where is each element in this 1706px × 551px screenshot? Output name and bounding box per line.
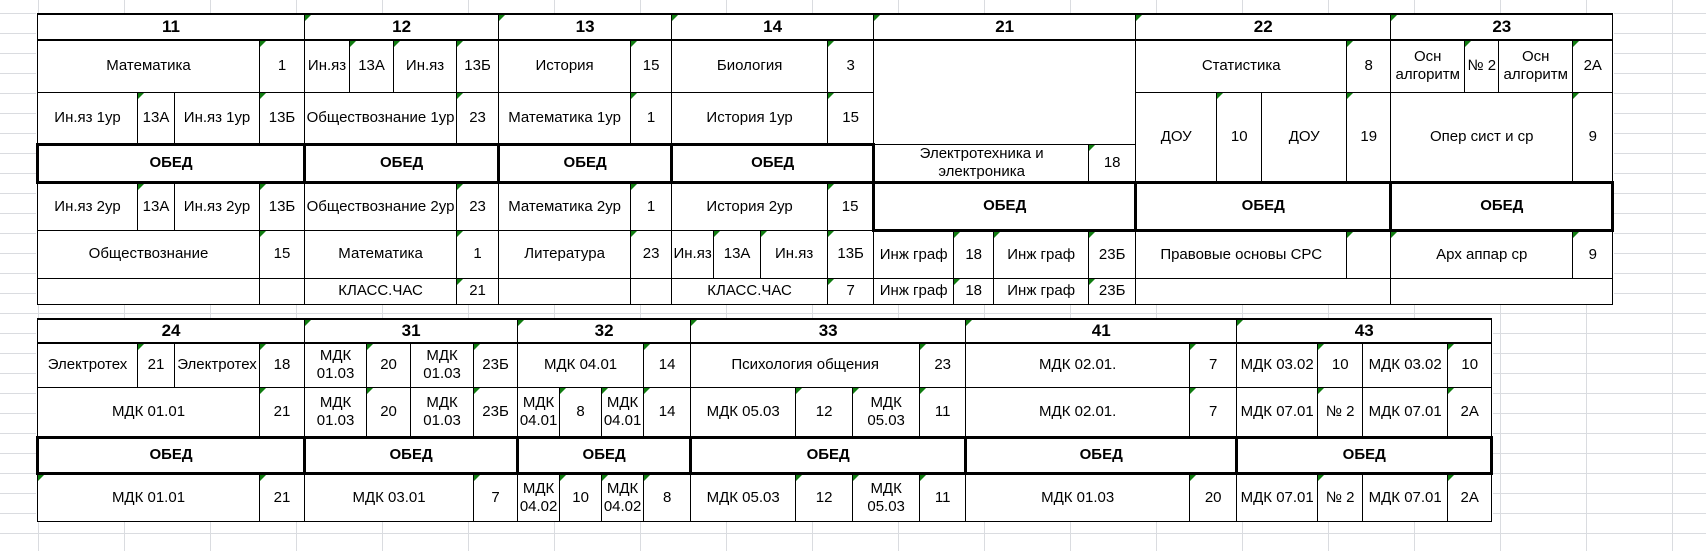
- group-header-cell[interactable]: 43: [1237, 319, 1492, 343]
- subject-cell[interactable]: Правовые основы СРС: [1136, 230, 1347, 278]
- room-cell[interactable]: 2А: [1448, 387, 1492, 437]
- lunch-cell[interactable]: ОБЕД: [499, 144, 672, 182]
- room-cell[interactable]: 13А: [714, 230, 761, 278]
- subject-cell[interactable]: Ин.яз: [394, 40, 457, 92]
- subject-cell[interactable]: КЛАСС.ЧАС: [305, 278, 457, 304]
- empty-cell[interactable]: [874, 40, 1136, 144]
- lunch-cell[interactable]: ОБЕД: [1237, 437, 1492, 473]
- room-cell[interactable]: 10: [1318, 343, 1363, 387]
- room-cell[interactable]: 18: [954, 278, 994, 304]
- subject-cell[interactable]: Инж граф: [874, 278, 954, 304]
- subject-cell[interactable]: Инж граф: [994, 230, 1089, 278]
- t1-row-p3: [38, 182, 1613, 230]
- room-cell[interactable]: 12: [796, 473, 853, 521]
- subject-cell[interactable]: МДК 01.01: [38, 473, 260, 521]
- room-cell[interactable]: 23Б: [1089, 278, 1136, 304]
- room-cell[interactable]: 7: [1190, 343, 1237, 387]
- subject-cell[interactable]: История 1ур: [672, 92, 828, 144]
- room-cell[interactable]: 23: [631, 230, 672, 278]
- room-cell[interactable]: 18: [954, 230, 994, 278]
- lunch-cell[interactable]: ОБЕД: [966, 437, 1237, 473]
- group-header-cell[interactable]: 22: [1136, 14, 1391, 40]
- subject-cell[interactable]: МДК 01.01: [38, 387, 260, 437]
- room-cell[interactable]: 15: [260, 230, 305, 278]
- room-cell[interactable]: 7: [1190, 387, 1237, 437]
- subject-cell[interactable]: Ин.яз: [305, 40, 350, 92]
- group-header-cell[interactable]: 31: [305, 319, 518, 343]
- room-cell[interactable]: 13Б: [457, 40, 499, 92]
- group-header-cell[interactable]: 12: [305, 14, 499, 40]
- lunch-cell[interactable]: ОБЕД: [1391, 182, 1613, 230]
- subject-cell[interactable]: ДОУ: [1136, 92, 1217, 182]
- t1-row-p5: [38, 278, 1613, 304]
- subject-cell[interactable]: Ин.яз 2ур: [175, 182, 260, 230]
- room-cell[interactable]: 14: [644, 343, 691, 387]
- room-cell[interactable]: 2А: [1573, 40, 1613, 92]
- group-header-cell[interactable]: 13: [499, 14, 672, 40]
- t1-row-p1: [38, 40, 1613, 92]
- room-cell[interactable]: 21: [457, 278, 499, 304]
- subject-cell[interactable]: МДК 02.01.: [966, 387, 1190, 437]
- subject-cell[interactable]: Ин.яз 1ур: [38, 92, 138, 144]
- room-cell[interactable]: 13Б: [828, 230, 874, 278]
- room-cell[interactable]: 15: [828, 182, 874, 230]
- subject-cell[interactable]: МДК 05.03: [691, 387, 796, 437]
- empty-cell[interactable]: [499, 278, 631, 304]
- room-cell[interactable]: 19: [1347, 92, 1391, 182]
- room-cell[interactable]: 15: [828, 92, 874, 144]
- room-cell[interactable]: 2А: [1448, 473, 1492, 521]
- lunch-cell[interactable]: ОБЕД: [672, 144, 874, 182]
- lunch-cell[interactable]: ОБЕД: [874, 182, 1136, 230]
- room-cell[interactable]: 20: [367, 343, 411, 387]
- room-cell[interactable]: 10: [1217, 92, 1262, 182]
- subject-cell[interactable]: Обществознание 1ур: [305, 92, 457, 144]
- room-cell[interactable]: 8: [1347, 40, 1391, 92]
- subject-cell[interactable]: Статистика: [1136, 40, 1347, 92]
- subject-cell[interactable]: Осн алгоритм: [1499, 40, 1573, 92]
- subject-cell[interactable]: МДК 01.03: [411, 343, 474, 387]
- empty-cell[interactable]: [38, 278, 260, 304]
- room-cell[interactable]: 20: [1190, 473, 1237, 521]
- room-cell[interactable]: 9: [1573, 92, 1613, 182]
- subject-cell[interactable]: МДК 07.01: [1363, 387, 1448, 437]
- lunch-cell[interactable]: ОБЕД: [518, 437, 691, 473]
- room-cell[interactable]: 13А: [138, 182, 175, 230]
- room-cell[interactable]: 1: [631, 92, 672, 144]
- subject-cell[interactable]: Обществознание: [38, 230, 260, 278]
- group-header-cell[interactable]: 33: [691, 319, 966, 343]
- room-cell[interactable]: 8: [644, 473, 691, 521]
- room-cell[interactable]: 9: [1573, 230, 1613, 278]
- subject-cell[interactable]: Ин.яз: [761, 230, 828, 278]
- subject-cell[interactable]: Электротехника и электроника: [874, 144, 1089, 182]
- subject-cell[interactable]: МДК 04.02: [602, 473, 644, 521]
- lunch-cell[interactable]: ОБЕД: [691, 437, 966, 473]
- room-cell[interactable]: 13Б: [260, 92, 305, 144]
- t1-row-p2: [38, 92, 1613, 144]
- subject-cell[interactable]: МДК 07.01: [1363, 473, 1448, 521]
- group-header-cell[interactable]: 14: [672, 14, 874, 40]
- room-cell[interactable]: 14: [644, 387, 691, 437]
- subject-cell[interactable]: МДК 03.02: [1363, 343, 1448, 387]
- room-cell[interactable]: 23: [457, 182, 499, 230]
- group-header-cell[interactable]: 11: [38, 14, 305, 40]
- subject-cell[interactable]: МДК 01.03: [305, 343, 367, 387]
- subject-cell[interactable]: МДК 05.03: [853, 387, 920, 437]
- subject-cell[interactable]: Биология: [672, 40, 828, 92]
- empty-cell[interactable]: [1391, 278, 1613, 304]
- empty-cell[interactable]: [631, 278, 672, 304]
- room-cell[interactable]: 1: [457, 230, 499, 278]
- group-header-cell[interactable]: 21: [874, 14, 1136, 40]
- room-cell[interactable]: 10: [1448, 343, 1492, 387]
- subject-cell[interactable]: Электротех: [175, 343, 260, 387]
- room-cell[interactable]: 13А: [138, 92, 175, 144]
- subject-cell[interactable]: КЛАСС.ЧАС: [672, 278, 828, 304]
- subject-cell[interactable]: История: [499, 40, 631, 92]
- subject-cell[interactable]: Электротех: [38, 343, 138, 387]
- room-cell[interactable]: 10: [560, 473, 602, 521]
- subject-cell[interactable]: МДК 02.01.: [966, 343, 1190, 387]
- room-cell[interactable]: 23Б: [474, 387, 518, 437]
- subject-cell[interactable]: Арх аппар ср: [1391, 230, 1573, 278]
- room-cell[interactable]: 13А: [350, 40, 394, 92]
- group-header-cell[interactable]: 32: [518, 319, 691, 343]
- subject-cell[interactable]: Психология общения: [691, 343, 920, 387]
- subject-cell[interactable]: МДК 07.01: [1237, 473, 1318, 521]
- room-cell[interactable]: 15: [631, 40, 672, 92]
- t2-row-l1: [38, 437, 1492, 473]
- room-cell[interactable]: 23: [457, 92, 499, 144]
- empty-cell[interactable]: [1347, 230, 1391, 278]
- subject-cell[interactable]: ДОУ: [1262, 92, 1347, 182]
- room-cell[interactable]: 8: [560, 387, 602, 437]
- room-cell[interactable]: № 2: [1318, 387, 1363, 437]
- subject-cell[interactable]: Обществознание 2ур: [305, 182, 457, 230]
- room-cell[interactable]: 18: [1089, 144, 1136, 182]
- room-cell[interactable]: 20: [367, 387, 411, 437]
- schedule-table-bottom: [36, 318, 1493, 522]
- room-cell[interactable]: 1: [260, 40, 305, 92]
- t1-row-p4: [38, 230, 1613, 278]
- subject-cell[interactable]: МДК 04.01: [518, 387, 560, 437]
- subject-cell[interactable]: Литература: [499, 230, 631, 278]
- subject-cell[interactable]: МДК 01.03: [305, 387, 367, 437]
- t2-row-p3: [38, 473, 1492, 521]
- t2-row-p2: [38, 387, 1492, 437]
- empty-cell[interactable]: [1136, 278, 1391, 304]
- room-cell[interactable]: 7: [828, 278, 874, 304]
- subject-cell[interactable]: Инж граф: [874, 230, 954, 278]
- subject-cell[interactable]: МДК 05.03: [853, 473, 920, 521]
- lunch-cell[interactable]: ОБЕД: [1136, 182, 1391, 230]
- subject-cell[interactable]: МДК 04.01: [602, 387, 644, 437]
- subject-cell[interactable]: Ин.яз 1ур: [175, 92, 260, 144]
- room-cell[interactable]: 11: [920, 387, 966, 437]
- subject-cell[interactable]: МДК 04.01: [518, 343, 644, 387]
- schedule-table-top: [36, 13, 1614, 305]
- subject-cell[interactable]: Математика 1ур: [499, 92, 631, 144]
- room-cell[interactable]: 21: [260, 473, 305, 521]
- lunch-cell[interactable]: ОБЕД: [305, 144, 499, 182]
- room-cell[interactable]: № 2: [1465, 40, 1499, 92]
- room-cell[interactable]: 1: [631, 182, 672, 230]
- subject-cell[interactable]: Математика: [305, 230, 457, 278]
- subject-cell[interactable]: МДК 03.01: [305, 473, 474, 521]
- subject-cell[interactable]: МДК 03.02: [1237, 343, 1318, 387]
- room-cell[interactable]: 18: [260, 343, 305, 387]
- t2-row-hdr: [38, 319, 1492, 343]
- room-cell[interactable]: 23Б: [474, 343, 518, 387]
- room-cell[interactable]: № 2: [1318, 473, 1363, 521]
- subject-cell[interactable]: МДК 01.03: [966, 473, 1190, 521]
- group-header-cell[interactable]: 41: [966, 319, 1237, 343]
- group-header-cell[interactable]: 24: [38, 319, 305, 343]
- subject-cell[interactable]: Опер сист и ср: [1391, 92, 1573, 182]
- room-cell[interactable]: 21: [138, 343, 175, 387]
- room-cell[interactable]: 13Б: [260, 182, 305, 230]
- subject-cell[interactable]: Математика 2ур: [499, 182, 631, 230]
- subject-cell[interactable]: Ин.яз 2ур: [38, 182, 138, 230]
- subject-cell[interactable]: Инж граф: [994, 278, 1089, 304]
- subject-cell[interactable]: Математика: [38, 40, 260, 92]
- subject-cell[interactable]: Ин.яз: [672, 230, 714, 278]
- room-cell[interactable]: 12: [796, 387, 853, 437]
- room-cell[interactable]: 23Б: [1089, 230, 1136, 278]
- room-cell[interactable]: 21: [260, 387, 305, 437]
- subject-cell[interactable]: Осн алгоритм: [1391, 40, 1465, 92]
- lunch-cell[interactable]: ОБЕД: [38, 144, 305, 182]
- subject-cell[interactable]: МДК 04.02: [518, 473, 560, 521]
- t2-row-p1: [38, 343, 1492, 387]
- subject-cell[interactable]: История 2ур: [672, 182, 828, 230]
- subject-cell[interactable]: МДК 07.01: [1237, 387, 1318, 437]
- subject-cell[interactable]: МДК 05.03: [691, 473, 796, 521]
- room-cell[interactable]: 11: [920, 473, 966, 521]
- room-cell[interactable]: 3: [828, 40, 874, 92]
- empty-cell[interactable]: [260, 278, 305, 304]
- subject-cell[interactable]: МДК 01.03: [411, 387, 474, 437]
- group-header-cell[interactable]: 23: [1391, 14, 1613, 40]
- lunch-cell[interactable]: ОБЕД: [305, 437, 518, 473]
- room-cell[interactable]: 23: [920, 343, 966, 387]
- room-cell[interactable]: 7: [474, 473, 518, 521]
- lunch-cell[interactable]: ОБЕД: [38, 437, 305, 473]
- t1-row-hdr: [38, 14, 1613, 40]
